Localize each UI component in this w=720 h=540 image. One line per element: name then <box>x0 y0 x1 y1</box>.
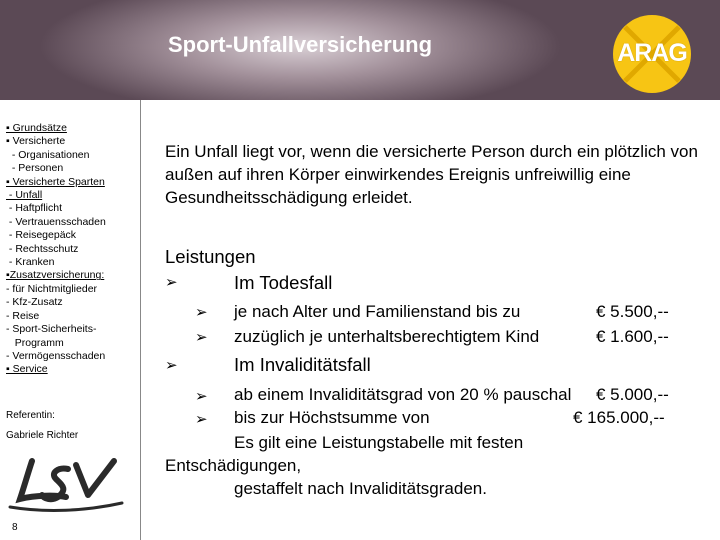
intro-paragraph: Ein Unfall liegt vor, wenn die versicherte Person durch ein plötzlich von außen auf ihren Körper einwirkendes Ereignis unfreiwillig eine Gesundheitsschädigung erleidet. <box>165 142 698 207</box>
todesfall-row-label: je nach Alter und Familienstand bis zu <box>234 302 521 321</box>
sidebar-nav-item: - Sport-Sicherheits- <box>6 323 97 336</box>
sidebar-nav-item: - Rechtsschutz <box>6 242 79 255</box>
sidebar-nav-item: - Haftpflicht <box>6 202 63 215</box>
sidebar-nav-item: - Kfz-Zusatz <box>6 296 63 309</box>
sidebar-nav-item: - Personen <box>6 162 64 175</box>
invaliditaet-row-amount: € 5.000,-- <box>596 385 669 404</box>
arag-logo <box>613 15 691 93</box>
arrow-bullet-icon: ➢ <box>195 388 208 405</box>
todesfall-heading: Im Todesfall <box>234 272 333 293</box>
arrow-bullet-icon: ➢ <box>195 329 208 346</box>
arrow-bullet-icon: ➢ <box>165 274 178 291</box>
sidebar-nav-item: - für Nichtmitglieder <box>6 282 98 295</box>
sidebar-nav-item: - Organisationen <box>6 148 90 161</box>
invaliditaet-note: Es gilt eine Leistungstabelle mit festen <box>234 433 524 452</box>
sidebar-nav-item: Programm <box>6 336 64 349</box>
referent-name: Gabriele Richter <box>6 430 79 441</box>
invaliditaet-row-amount: € 165.000,-- <box>573 408 665 427</box>
sidebar-nav-item: ▪ Versicherte <box>6 135 66 148</box>
page-number: 8 <box>12 522 18 533</box>
sidebar-nav-link[interactable]: ▪ Grundsätze <box>6 122 67 134</box>
sidebar-nav <box>6 122 138 377</box>
sidebar-nav-item: - Kranken <box>6 256 55 269</box>
referent-label: Referentin: <box>6 410 55 421</box>
leistungen-heading: Leistungen <box>165 246 256 267</box>
sidebar-nav-link[interactable]: ▪Zusatzversicherung: <box>6 269 105 282</box>
sidebar-nav-item: - Vermögensschaden <box>6 349 106 362</box>
invaliditaet-row-label: ab einem Invaliditätsgrad von 20 % pauschal <box>234 385 572 404</box>
todesfall-row-label: zuzüglich je unterhaltsberechtigtem Kind <box>234 327 540 346</box>
sidebar-nav-item: - Reisegepäck <box>6 229 77 242</box>
invaliditaet-note: gestaffelt nach Invaliditätsgraden. <box>234 479 487 498</box>
sidebar-nav-item: - Reise <box>6 309 40 322</box>
arrow-bullet-icon: ➢ <box>195 411 208 428</box>
sidebar-nav-link[interactable]: ▪ Service <box>6 363 48 376</box>
sidebar-nav-link[interactable]: ▪ Versicherte Sparten <box>6 175 105 188</box>
sidebar-nav-item: - Vertrauensschaden <box>6 215 106 228</box>
invaliditaet-note: Entschädigungen, <box>165 456 302 475</box>
arrow-bullet-icon: ➢ <box>165 357 178 374</box>
sidebar-nav-link[interactable]: - Unfall <box>6 189 43 202</box>
page-title: Sport-Unfallversicherung <box>167 32 433 57</box>
logo-text: ARAG <box>617 39 687 67</box>
invaliditaet-row-label: bis zur Höchstsumme von <box>234 408 430 427</box>
header-banner <box>0 0 720 100</box>
invaliditaet-heading: Im Invaliditätsfall <box>234 354 371 375</box>
todesfall-row-amount: € 1.600,-- <box>596 327 669 346</box>
todesfall-row-amount: € 5.500,-- <box>596 302 669 321</box>
lsv-logo <box>6 455 126 515</box>
arrow-bullet-icon: ➢ <box>195 304 208 321</box>
